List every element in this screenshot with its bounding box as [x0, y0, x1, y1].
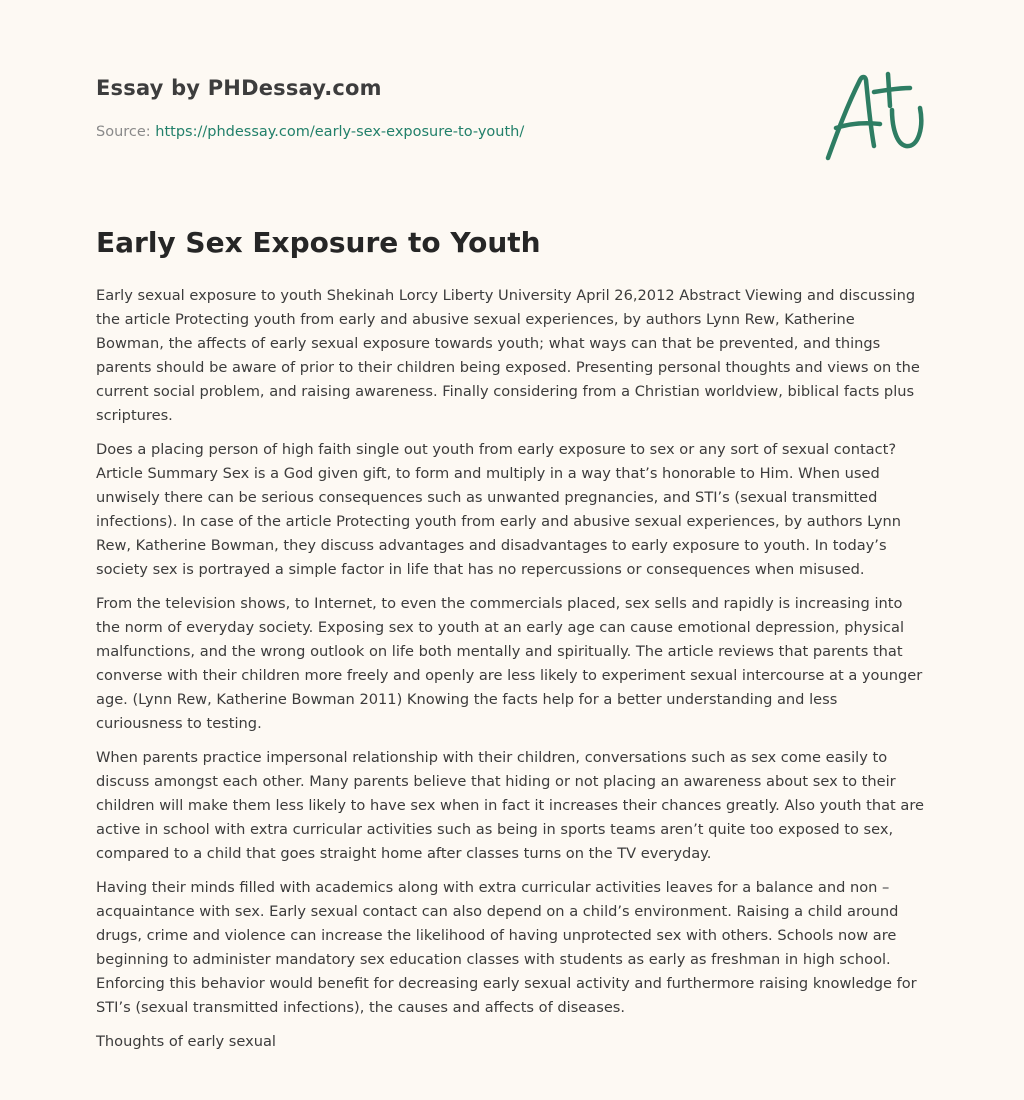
essay-page — [96, 0, 926, 1100]
essay-title: Early Sex Exposure to Youth — [96, 226, 541, 259]
essay-paragraph: Early sexual exposure to youth Shekinah Lorcy Liberty University April 26,2012 Abstract Viewing and discussing the article Protecting youth from early and abusive sexual experiences, by authors Lynn Rew, Katherine Bowman, the affects of early sexual exposure towards youth; what ways can that be prevented, and things parents should be aware of prior to their children being exposed. Presenting personal thoughts and views on the current social problem, and raising awareness. Finally considering from a Christian worldview, biblical facts plus scriptures. — [96, 287, 920, 424]
source-link[interactable]: https://phdessay.com/early-sex-exposure-to-youth/ — [155, 124, 525, 140]
essay-body — [96, 284, 926, 1064]
essay-paragraph: Having their minds filled with academics along with extra curricular activities leaves for a balance and non – acquaintance with sex. Early sexual contact can also depend on a child’s environment. Raising a child around drugs, crime and violence can increase the likelihood of having unprotected sex with others. Schools now are beginning to administer mandatory sex education classes with students as early as freshman in high school. Enforcing this behavior would benefit for decreasing early sexual activity and furthermore raising knowledge for STI’s (sexual transmitted infections), the causes and affects of diseases. — [96, 879, 917, 1016]
a-plus-logo-icon — [822, 66, 926, 166]
source-label: Source: — [96, 124, 151, 140]
essay-paragraph: Does a placing person of high faith single out youth from early exposure to sex or any sort of sexual contact? Article Summary Sex is a God given gift, to form and multiply in a way that’s honorable to Him. When used unwisely there can be serious consequences such as unwanted pregnancies, and STI’s (sexual transmitted infections). In case of the article Protecting youth from early and abusive sexual experiences, by authors Lynn Rew, Katherine Bowman, they discuss advantages and disadvantages to early exposure to youth. In today’s society sex is portrayed a simple factor in life that has no repercussions or consequences when misused. — [96, 441, 902, 578]
essay-paragraph: Thoughts of early sexual — [96, 1033, 276, 1050]
essay-paragraph: When parents practice impersonal relationship with their children, conversations such as sex come easily to discuss amongst each other. Many parents believe that hiding or not placing an awareness about sex to their children will make them less likely to have sex when in fact it increases their chances greatly. Also youth that are active in school with extra curricular activities such as being in sports teams aren’t quite too exposed to sex, compared to a child that goes straight home after classes turns on the TV everyday. — [96, 749, 924, 862]
source-line — [96, 124, 524, 140]
site-brand: Essay by PHDessay.com — [96, 76, 382, 100]
page-header — [96, 0, 926, 200]
essay-paragraph: From the television shows, to Internet, to even the commercials placed, sex sells and rapidly is increasing into the norm of everyday society. Exposing sex to youth at an early age can cause emotional depression, physical malfunctions, and the wrong outlook on life both mentally and spiritually. The article reviews that parents that converse with their children more freely and openly are less likely to experiment sexual intercourse at a younger age. (Lynn Rew, Katherine Bowman 2011) Knowing the facts help for a better understanding and less curiousness to testing. — [96, 595, 923, 732]
